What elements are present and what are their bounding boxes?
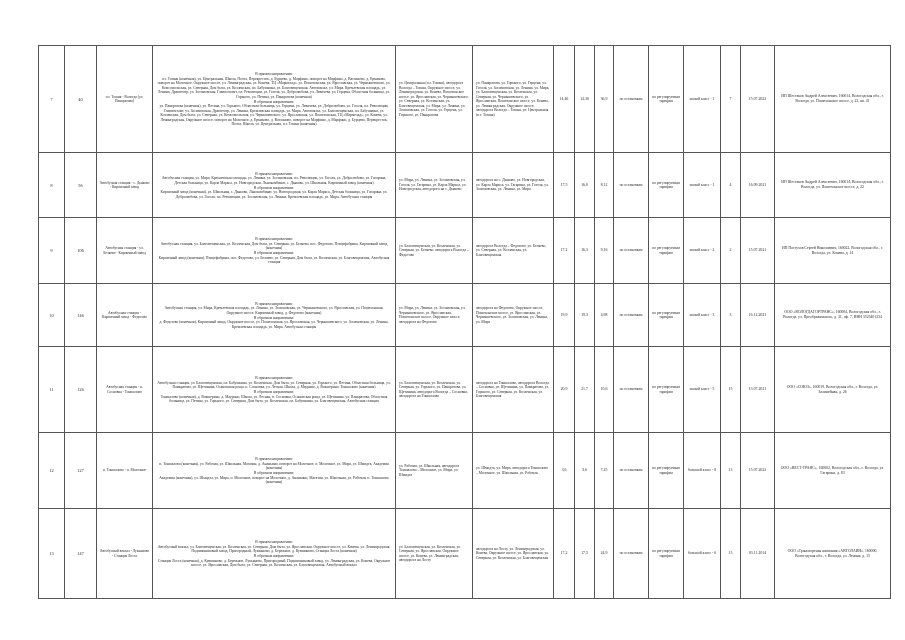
vehicle-count-text: 13: [728, 468, 733, 473]
stops-fwd-title: В прямом направлении:: [255, 540, 293, 544]
streets-forward-text: ул. Благовещенская, ул. Козленская, ул. Северная, ул. Горького, ул. Панкратова, ул. Щетинина, автодорога Вологда – Сосновка, автодорога на Тоншалово: [399, 380, 468, 398]
stops-fwd-title: В прямом направлении:: [255, 457, 293, 461]
registry-body: [39, 46, 891, 599]
row-number-cell: [39, 153, 65, 218]
route-name-cell: [97, 347, 153, 433]
route-number-text: 126: [77, 387, 84, 392]
start-date-cell: [741, 347, 775, 433]
streets-backward-cell: [473, 509, 554, 599]
vehicle-class-text: малый класс - 3: [689, 312, 715, 317]
streets-forward-cell: [396, 284, 473, 347]
route-name-text: Автобусный вокзал - Лукьяново - Станция Лоста: [99, 549, 150, 558]
tariff-text: по регулируемым тарифам: [652, 385, 680, 394]
stops-cell: [153, 218, 396, 284]
route-name-text: Автобусная станция - ул. Беляево - Кирпичный завод: [103, 246, 146, 255]
table-row: [39, 153, 891, 218]
boarding-order-text: по остановкам: [619, 551, 643, 556]
streets-forward-text: ул. Рабочая, ул. Школьная, автодорога Тоншалово – Молочное, ул. Мира, ул. Шмидта: [399, 463, 460, 477]
tariff-cell: [649, 284, 684, 347]
streets-backward-cell: [473, 347, 554, 433]
length-forward-text: 17,5: [560, 182, 568, 187]
vehicle-class-cell: [684, 284, 721, 347]
start-date-text: 13.07.2021: [748, 387, 767, 392]
length-backward-cell: [575, 284, 595, 347]
streets-forward-text: ул. Центральная (п.г. Тошня), автодорога Вологда – Тошня, Окружное шоссе, ул. Ленинградская, ул. Конева, Пошехонское шоссе, ул. Ярославская, ул. Чернышевского, ул. Северная, ул. Козленская, ул. Благовещенская, ул. Мира, ул. Ленина, ул. Зосимовская, ул. Гоголя, ул. Герцена, ул. Горького, ул. Панкратова: [399, 81, 469, 117]
vehicle-class-text: малый класс - 1: [689, 96, 715, 101]
row-number-cell: [39, 347, 65, 433]
route-number-text: 56: [78, 182, 83, 188]
route-name-text: п.г. Тошня - Вологда (ул. Панкратова): [105, 94, 144, 103]
boarding-order-cell: [614, 153, 649, 218]
length-total-text: 4,98: [600, 312, 608, 317]
stops-fwd: Автобусная станция, ул. Благовещенская, ул. Козленская, Дом быта, ул. Северная, ул. Беляево, пос. Федотово, Птицефабрика, Кирпичный завод (конечная): [160, 241, 388, 250]
length-backward-cell: [575, 218, 595, 284]
route-number-cell: [65, 347, 97, 433]
row-number-cell: [39, 433, 65, 509]
vehicle-count-cell: [721, 46, 741, 153]
carrier-cell: [775, 433, 891, 509]
tariff-text: по регулируемым тарифам: [652, 466, 680, 475]
streets-forward-cell: [396, 218, 473, 284]
route-name-cell: [97, 509, 153, 599]
start-date-text: 16.09.2021: [748, 182, 767, 187]
stops-fwd-title: В прямом направлении:: [255, 376, 293, 380]
vehicle-class-cell: [684, 46, 721, 153]
stops-fwd: Автобусная станция, ул. Мира, Кремлевская площадь, ул. Ленина, ул. Зосимовская, ул. Чернышевского, ул. Ярославская, ул. Пошехонская, Окружное шоссе, Кирпичный завод, д. Федотово (конечная): [164, 306, 384, 315]
stops-back: Кирпичный завод (конечная), ул. Школьная, с. Дьяково, Льнокомбинат, ул. Новгородская, ул. Карла Маркса, Детская больница, ул. Гагарина, ул. Добролюбова, ул. Гоголя, пл. Революции, ул. Зосимовская, ул. Ленина, Кремлевская площадь, ул. Мира, Автобусная станция: [160, 190, 388, 199]
carrier-text: ИП Пастухов Сергей Николаевич, 160022, Вологодская обл., г. Вологда, ул. Конева, д. 14: [781, 245, 883, 255]
streets-backward-cell: [473, 433, 554, 509]
tariff-text: по регулируемым тарифам: [652, 180, 680, 189]
route-name-cell: [97, 218, 153, 284]
carrier-cell: [775, 347, 891, 433]
start-date-cell: [741, 284, 775, 347]
length-total-cell: [595, 347, 614, 433]
start-date-text: 15.07.2022: [748, 468, 767, 473]
length-backward-text: 19,3: [581, 312, 588, 317]
row-number-cell: [39, 218, 65, 284]
boarding-order-cell: [614, 46, 649, 153]
length-total-text: 10,6: [600, 387, 608, 392]
streets-forward-cell: [396, 46, 473, 153]
tariff-cell: [649, 153, 684, 218]
length-forward-cell: [554, 347, 575, 433]
stops-back-title: В обратном направлении:: [253, 471, 295, 475]
length-backward-cell: [575, 46, 595, 153]
row-number-text: 9: [50, 248, 53, 253]
length-total-text: 24,9: [600, 551, 608, 556]
streets-forward-text: ул. Мира, ул. Ленина, ул. Зосимовская, ул. Гоголя, ул. Гагарина, ул. Карла Маркса, ул. Новгородская, автодорога на с. Дьяково: [399, 178, 467, 192]
start-date-cell: [741, 46, 775, 153]
length-forward-text: 17,2: [560, 248, 568, 253]
tariff-cell: [649, 218, 684, 284]
vehicle-class-cell: [684, 347, 721, 433]
length-forward-cell: [554, 284, 575, 347]
streets-forward-text: ул. Благовещенская, ул. Козленская, ул. Северная, ул. Ярославская, Окружное шоссе, ул. Конева, ул. Ленинградская, автодорога на Лосту: [399, 544, 461, 562]
streets-forward-cell: [396, 433, 473, 509]
boarding-order-text: по остановкам: [619, 387, 643, 392]
length-backward-text: 16,3: [581, 248, 588, 253]
stops-back-title: В обратном направлении:: [253, 554, 295, 558]
vehicle-class-text: малый класс - 1: [689, 182, 715, 187]
start-date-text: 03.11.2014: [748, 551, 767, 556]
boarding-order-cell: [614, 433, 649, 509]
stops-back-title: В обратном направлении:: [253, 185, 295, 190]
vehicle-class-text: малый класс - 5: [689, 387, 715, 392]
vehicle-count-cell: [721, 218, 741, 284]
length-total-cell: [595, 153, 614, 218]
route-number-text: 40: [78, 96, 83, 102]
length-forward-cell: [554, 153, 575, 218]
stops-back: Академия (конечная), ул. Шмидта, ул. Мира, п. Молочное, поворот на Молочное, д. Ананьино, Магазин, ул. Школьная, ул. Рабочая, п. Тоншалово (конечная): [159, 475, 389, 484]
route-name-text: Автобусная станция - с. Дьяково - Кирпичный завод: [99, 180, 150, 189]
route-number-cell: [65, 433, 97, 509]
route-name-text: Автобусная станция - п. Сосновка - Тоншалово: [106, 385, 143, 394]
stops-back-title: В обратном направлении:: [253, 99, 295, 104]
boarding-order-cell: [614, 284, 649, 347]
route-name-cell: [97, 433, 153, 509]
vehicle-count-text: 7: [729, 96, 732, 101]
tariff-cell: [649, 509, 684, 599]
streets-forward-text: ул. Мира, ул. Ленина, ул. Зосимовская, ул. Чернышевского, ул. Ярославская, Пошехонское шоссе, Окружное шоссе, автодорога на Федотово: [399, 306, 466, 324]
length-total-text: 36,9: [600, 96, 608, 101]
length-total-cell: [595, 46, 614, 153]
stops-back-title: В обратном направлении:: [253, 251, 295, 255]
length-total-text: 8,12: [600, 182, 608, 187]
carrier-cell: [775, 46, 891, 153]
row-number-text: 8: [50, 182, 53, 188]
start-date-text: 16.12.2021: [748, 312, 767, 317]
row-number-text: 13: [49, 551, 54, 556]
tariff-cell: [649, 46, 684, 153]
tariff-text: по регулируемым тарифам: [652, 246, 680, 255]
streets-backward-text: ул. Шмидта, ул. Мира, автодорога Тоншалово – Молочное, ул. Школьная, ул. Рабочая: [476, 466, 548, 475]
vehicle-count-cell: [721, 509, 741, 599]
route-registry-table: [38, 45, 891, 599]
carrier-cell: [775, 153, 891, 218]
boarding-order-cell: [614, 218, 649, 284]
vehicle-count-cell: [721, 153, 741, 218]
route-name-cell: [97, 153, 153, 218]
stops-cell: [153, 153, 396, 218]
vehicle-class-cell: [684, 433, 721, 509]
boarding-order-text: по остановкам: [619, 248, 643, 253]
carrier-text: ИП Шестаков Андрей Алексеевич, 160014, Вологодская обл., г. Вологда, ул. Пошехонское шоссе, д. 22: [781, 180, 884, 189]
boarding-order-text: по остановкам: [619, 468, 643, 473]
length-backward-cell: [575, 153, 595, 218]
start-date-cell: [741, 218, 775, 284]
vehicle-class-text: малый класс - 2: [689, 248, 715, 253]
stops-fwd: Автобусная станция, ул. Благовещенская, пл. Бабушкина, ул. Козленская, Дом быта, ул. Северная, ул. Горького, ул. Петина, Областная больница, ул. Панкратова, ул. Щетинина, Осановская роща, п. Сосновка, ул. Лесная, Школа, д. Маурино, д. Вокшерино, Тоншалово (конечная): [157, 380, 391, 389]
streets-backward-cell: [473, 153, 554, 218]
stops-fwd: Автобусный вокзал, ул. Благовещенская, ул. Козленская, ул. Северная, Дом быта, ул. Ярославская, Окружное шоссе, ул. Конева, ул. Ленинградская, Подшипниковый завод, Пригородный, Лукьяново, д. Бережное, д. Кувшиново, Станция Лоста (конечная): [157, 544, 391, 553]
streets-backward-text: автодорога на Лосту, ул. Ленинградская, ул. Конева, Окружное шоссе, ул. Ярославская, ул. Северная, ул. Козленская, ул. Благовещенская: [476, 546, 549, 560]
route-number-cell: [65, 46, 97, 153]
row-number-cell: [39, 284, 65, 347]
stops-cell: [153, 284, 396, 347]
stops-back: Тоншалово (конечная), д. Вокшерино, д. Маурино, Школа, ул. Лесная, п. Сосновка, Осановская роща, ул. Щетинина, ул. Панкратова, Областная больница, ул. Петина, ул. Горького, ул. Северная, Дом быта, ул. Козленская, пл. Бабушкина, ул. Благовещенская, Автобусная станция: [160, 394, 388, 403]
tariff-cell: [649, 347, 684, 433]
boarding-order-text: по остановкам: [619, 312, 643, 317]
length-backward-text: 3,6: [582, 468, 587, 473]
vehicle-class-cell: [684, 218, 721, 284]
route-number-cell: [65, 153, 97, 218]
length-forward-text: 3,6: [561, 468, 567, 473]
length-forward-cell: [554, 509, 575, 599]
vehicle-count-text: 3: [729, 312, 732, 317]
vehicle-class-text: большой класс - 6: [687, 551, 717, 556]
stops-cell: [153, 509, 396, 599]
vehicle-count-cell: [721, 284, 741, 347]
stops-cell: [153, 46, 396, 153]
stops-back: Станция Лоста (конечная), д. Кувшиново, д. Бережное, Лукьяново, Пригородный, Подшипниковый завод, ул. Ленинградская, ул. Конева, Окружное шоссе, ул. Ярославская, Дом быта, ул. Северная, ул. Козленская, ул. Благовещенская, Автобусный вокзал: [157, 558, 391, 567]
length-forward-cell: [554, 46, 575, 153]
streets-forward-cell: [396, 347, 473, 433]
route-number-cell: [65, 284, 97, 347]
length-forward-text: 19,9: [560, 312, 568, 317]
streets-backward-text: ул. Панкратова, ул. Горького, ул. Герцена, ул. Гоголя, ул. Зосимовская, ул. Ленина, ул. Мира, ул. Благовещенская, ул. Козленская, ул. Северная, ул. Чернышевского, ул. Ярославская, Пошехонское шоссе, ул. Конева, ул. Ленинградская, Окружное шоссе, автодорога Вологда – Тошня, ул. Центральная (п.г. Тошня): [476, 81, 550, 117]
carrier-text: ООО «СОЮЗ», 160019, Вологодская обл., г. Вологда, ул. Залинейная, д. 26: [786, 384, 879, 394]
length-total-text: 9,16: [600, 248, 608, 253]
length-backward-cell: [575, 509, 595, 599]
stops-fwd-title: В прямом направлении:: [255, 301, 293, 306]
tariff-text: по регулируемым тарифам: [652, 549, 680, 558]
streets-forward-cell: [396, 509, 473, 599]
vehicle-count-cell: [721, 347, 741, 433]
vehicle-count-text: 15: [728, 387, 733, 392]
row-number-cell: [39, 509, 65, 599]
carrier-cell: [775, 284, 891, 347]
stops-back: Кирпичный завод (конечная), Птицефабрика, пос. Федотово, ул. Беляево, ул. Северная, Дом быта, ул. Козленская, ул. Благовещенская, Автобусная станция: [158, 255, 390, 264]
streets-backward-cell: [473, 46, 554, 153]
stops-fwd: Автобусная станция, ул. Мира, Кремлевская площадь, ул. Ленина, ул. Зосимовская, пл. Революции, ул. Гоголя, ул. Добролюбова, ул. Гагарина, Детская больница, ул. Карла Маркса, ул. Новгородская, Льнокомбинат, с. Дьяково, ул. Школьная, Кирпичный завод (конечная): [161, 176, 387, 185]
stops-cell: [153, 347, 396, 433]
stops-fwd-title: В прямом направлении:: [255, 237, 293, 241]
route-name-cell: [97, 284, 153, 347]
tariff-cell: [649, 433, 684, 509]
length-backward-cell: [575, 433, 595, 509]
length-backward-cell: [575, 347, 595, 433]
streets-backward-text: автодорога на с. Дьяково, ул. Новгородская, ул. Карла Маркса, ул. Гагарина, ул. Гоголя, ул. Зосимовская, ул. Ленина, ул. Мира: [476, 178, 549, 192]
length-backward-text: 17,5: [581, 551, 588, 556]
streets-backward-text: автодорога Вологда – Федотово, ул. Беляево, ул. Северная, ул. Козленская, ул. Благовещенская: [476, 243, 547, 257]
length-forward-text: 17,2: [560, 551, 568, 556]
start-date-cell: [741, 509, 775, 599]
carrier-cell: [775, 509, 891, 599]
streets-forward-cell: [396, 153, 473, 218]
carrier-text: ООО «ВЕСТ-ТРАНС», 160002, Вологодская обл., г. Вологда, ул. Гагарина, д. 83: [780, 465, 885, 475]
length-total-text: 7,25: [600, 468, 608, 473]
length-backward-text: 16,0: [581, 182, 588, 187]
length-forward-cell: [554, 433, 575, 509]
row-number-text: 10: [49, 312, 54, 318]
vehicle-count-text: 2: [729, 248, 732, 253]
vehicle-count-text: 13: [728, 551, 733, 556]
length-forward-cell: [554, 218, 575, 284]
tariff-text: по регулируемым тарифам: [652, 310, 680, 319]
length-backward-text: 21,7: [581, 387, 588, 392]
streets-backward-cell: [473, 284, 554, 347]
route-number-cell: [65, 509, 97, 599]
start-date-cell: [741, 153, 775, 218]
row-number-text: 7: [50, 96, 53, 102]
length-forward-text: 20,9: [560, 387, 568, 392]
length-total-cell: [595, 509, 614, 599]
carrier-text: ООО «Транспортная компания «АВТОЛАЙН», 160000, Вологодская обл., г. Вологда, ул. Ленина, д. 15: [787, 548, 878, 558]
boarding-order-text: по остановкам: [619, 96, 643, 101]
row-number-text: 12: [49, 468, 54, 473]
table-row: [39, 433, 891, 509]
boarding-order-cell: [614, 509, 649, 599]
row-number-cell: [39, 46, 65, 153]
table-row: [39, 46, 891, 153]
table-row: [39, 347, 891, 433]
streets-backward-cell: [473, 218, 554, 284]
boarding-order-text: по остановкам: [619, 182, 643, 187]
start-date-cell: [741, 433, 775, 509]
carrier-cell: [775, 218, 891, 284]
route-number-text: 146: [77, 312, 84, 318]
streets-backward-text: автодорога на Тоншалово, автодорога Вологда – Сосновка, ул. Щетинина, ул. Панкратова, ул. Горького, ул. Северная, ул. Козленская, ул. Благовещенская: [476, 380, 550, 398]
stops-fwd-title: В прямом направлении:: [255, 171, 293, 176]
streets-forward-text: ул. Благовещенская, ул. Козленская, ул. Северная, ул. Беляево, автодорога Вологда – Федотово: [399, 243, 469, 257]
boarding-order-cell: [614, 347, 649, 433]
route-number-text: 127: [77, 468, 84, 473]
table-row: [39, 509, 891, 599]
route-name-text: Автобусная станция - Кирпичный завод - Федотово: [102, 310, 147, 319]
start-date-text: 15.07.2021: [748, 248, 767, 253]
carrier-text: ООО «ВОЛОГДАГОРТРАНС», 160004, Вологодская обл., г. Вологда, ул. Преображенского, д. 31, оф. 7, ИНН 3525401234: [783, 310, 882, 319]
tariff-text: по регулируемым тарифам: [652, 94, 680, 103]
length-total-cell: [595, 284, 614, 347]
vehicle-count-text: 4: [729, 182, 732, 187]
vehicle-count-cell: [721, 433, 741, 509]
stops-cell: [153, 433, 396, 509]
length-forward-text: 14,46: [559, 96, 569, 101]
row-number-text: 11: [49, 387, 54, 392]
stops-fwd: п.г. Тошня (конечная), ул. Центральная, Школа, Почта, Перекресток, д. Бурцево, д. Марфино, поворот на Марфино, д. Ватланово, д. Ермаково, поворот на Молочное, Окружное шоссе, ул. Ленинградская, ул. Конева, ТЦ «Мармелад», ул. Пошехонская, ул. Ярославская, ул. Чернышевского, ул. Комсомольская, ул. Северная, Дом быта, ул. Козленская, пл. Бабушкина, ул. Благовещенская, Автовокзал, ул. Мира, Кремлевская площадь, ул. Ленина, Драмтеатр, ул. Зосимовская, Главпочтамт, пл. Революции, ул. Гоголя, ул. Добролюбова, ул. Левичева, ул. Герцена, Областная больница, ул. Горького, ул. Петина, ул. Панкратова (конечная): [157, 76, 391, 99]
stops-back-title: В обратном направлении:: [253, 315, 295, 320]
carrier-text: ИП Шестаков Андрей Алексеевич, 160014, Вологодская обл., г. Вологда, ул. Пошехонское шоссе, д. 22, кв. 41: [781, 94, 884, 103]
length-total-cell: [595, 433, 614, 509]
route-number-text: 106: [77, 248, 84, 253]
vehicle-class-cell: [684, 153, 721, 218]
start-date-text: 15.07.2022: [748, 96, 767, 101]
route-number-text: 147: [77, 551, 84, 556]
stops-fwd: п. Тоншалово (конечная), ул. Рабочая, ул. Школьная, Магазин, д. Ананьино, поворот на Молочное, п. Молочное, ул. Мира, ул. Шмидта, Академия (конечная): [159, 461, 389, 470]
stops-back: ул. Панкратова (конечная), ул. Петина, ул. Горького, Областная больница, ул. Герцена, ул. Левичева, ул. Добролюбова, ул. Гоголя, пл. Революции, Главпочтамт, ул. Зосимовская, Драмтеатр, ул. Ленина, Кремлевская площадь, ул. Мира, Автовокзал, ул. Благовещенская, пл. Бабушкина, ул. Козленская, Дом быта, ул. Северная, ул. Комсомольская, ул. Чернышевского, ул. Ярославская, ул. Пошехонская, ТЦ «Мармелад», ул. Конева, ул. Ленинградская, Окружное шоссе, поворот на Молочное, д. Ермаково, д. Ватланово, поворот на Марфино, д. Марфино, д. Бурцево, Перекресток, Почта, Школа, ул. Центральная, п.г. Тошня (конечная): [159, 104, 389, 126]
route-name-text: п. Тоншалово - п. Молочное: [102, 468, 147, 473]
vehicle-class-cell: [684, 509, 721, 599]
stops-back-title: В обратном направлении:: [253, 390, 295, 394]
route-name-cell: [97, 46, 153, 153]
table-row: [39, 218, 891, 284]
length-total-cell: [595, 218, 614, 284]
streets-backward-text: автодорога на Федотово, Окружное шоссе, Пошехонское шоссе, ул. Ярославская, ул. Чернышевского, ул. Зосимовская, ул. Ленина, ул. Мира: [476, 306, 548, 324]
length-backward-text: 14,30: [580, 96, 589, 101]
route-number-cell: [65, 218, 97, 284]
stops-fwd-title: В прямом направлении:: [255, 72, 293, 76]
table-row: [39, 284, 891, 347]
stops-back: д. Федотово (конечная), Кирпичный завод, Окружное шоссе, ул. Пошехонская, ул. Ярославская, ул. Чернышевского, ул. Зосимовская, ул. Ленина, Кремлевская площадь, ул. Мира, Автобусная станция: [159, 320, 389, 329]
vehicle-class-text: большой класс - 8: [687, 468, 717, 473]
